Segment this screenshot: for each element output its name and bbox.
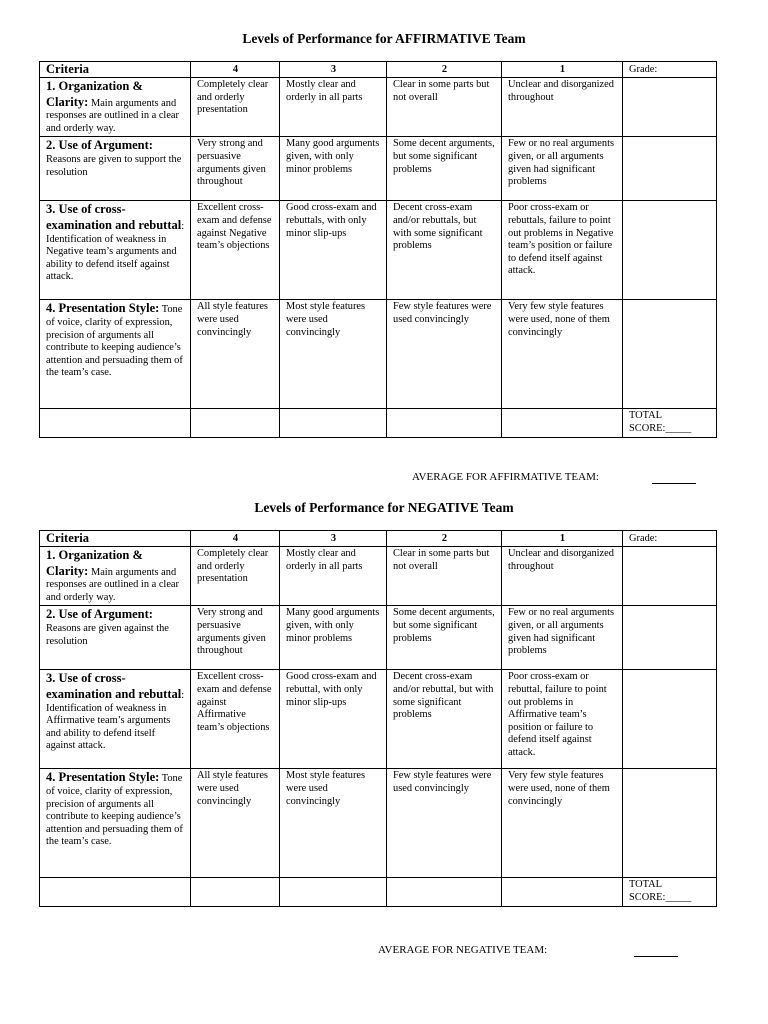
- table-header-row: [40, 62, 717, 78]
- grade-cell[interactable]: [623, 201, 717, 300]
- criterion-cell: [40, 201, 191, 300]
- level-4-cell: Excellent cross-exam and defense against Affirmative team’s objections: [191, 670, 280, 769]
- grade-cell[interactable]: [623, 300, 717, 409]
- negative-average-blank[interactable]: [634, 956, 678, 957]
- header-level-1: 1: [502, 62, 623, 78]
- level-2-cell: Clear in some parts but not overall: [387, 547, 502, 606]
- header-level-3: 3: [280, 62, 387, 78]
- criterion-title: 4. Presentation Style:: [46, 301, 160, 316]
- empty-cell: [502, 878, 623, 906]
- table-row: [40, 137, 717, 201]
- criterion-cell: [40, 606, 191, 670]
- empty-cell: [387, 409, 502, 437]
- empty-cell: [280, 878, 387, 906]
- level-1-cell: Poor cross-exam or rebuttal, failure to point out problems in Affirmative team’s position or failure to defend itself against attack.: [502, 670, 623, 769]
- table-row: [40, 547, 717, 606]
- empty-cell: [40, 878, 191, 906]
- level-1-cell: Unclear and disorganized throughout: [502, 547, 623, 606]
- level-1-cell: Very few style features were used, none of them convincingly: [502, 769, 623, 878]
- criterion-description: Main arguments and responses are outlined in a clear and orderly way.: [46, 97, 180, 134]
- empty-cell: [191, 878, 280, 906]
- affirmative-average-blank[interactable]: [652, 483, 696, 484]
- criterion-cell: [40, 547, 191, 606]
- level-4-cell: Excellent cross-exam and defense against Negative team’s objections: [191, 201, 280, 300]
- total-row: [40, 409, 717, 437]
- criterion-title: 1. Organization & Clarity:: [46, 79, 143, 109]
- level-3-cell: Good cross-exam and rebuttal, with only minor slip-ups: [280, 670, 387, 769]
- affirmative-rubric-table: [39, 61, 717, 438]
- criterion-description: Tone of voice, clarity of expression, precision of arguments all contribute to keeping audience’s attention and persuading them of the team’s case.: [46, 304, 183, 379]
- level-1-cell: Poor cross-exam or rebuttals, failure to point out problems in Negative team’s position or failure to defend itself against attack.: [502, 201, 623, 300]
- empty-cell: [280, 409, 387, 437]
- level-4-cell: Very strong and persuasive arguments given throughout: [191, 137, 280, 201]
- level-1-cell: Few or no real arguments given, or all arguments given had significant problems: [502, 606, 623, 670]
- grade-cell[interactable]: [623, 78, 717, 137]
- empty-cell: [191, 409, 280, 437]
- level-3-cell: Good cross-exam and rebuttals, with only minor slip-ups: [280, 201, 387, 300]
- affirmative-title: Levels of Performance for AFFIRMATIVE Team: [242, 31, 526, 46]
- table-row: [40, 606, 717, 670]
- criterion-title: 2. Use of Argument:: [46, 138, 153, 153]
- table-row: [40, 300, 717, 409]
- grade-cell[interactable]: [623, 769, 717, 878]
- header-grade: Grade:: [623, 62, 717, 78]
- table-row: [40, 78, 717, 137]
- level-3-cell: Most style features were used convincingly: [280, 300, 387, 409]
- level-4-cell: All style features were used convincingly: [191, 300, 280, 409]
- header-level-4: 4: [191, 531, 280, 547]
- affirmative-average-label: AVERAGE FOR AFFIRMATIVE TEAM:: [412, 471, 599, 483]
- level-3-cell: Many good arguments given, with only minor problems: [280, 137, 387, 201]
- total-row: [40, 878, 717, 906]
- level-2-cell: Few style features were used convincingly: [387, 300, 502, 409]
- criterion-description: Tone of voice, clarity of expression, precision of arguments all contribute to keeping audience’s attention and persuading them of the team’s case.: [46, 773, 183, 848]
- table-row: [40, 769, 717, 878]
- criterion-cell: [40, 769, 191, 878]
- level-3-cell: Mostly clear and orderly in all parts: [280, 78, 387, 137]
- criterion-description: : Identification of weakness in Negative team’s arguments and ability to defend itself against attack.: [46, 220, 185, 283]
- level-1-cell: Few or no real arguments given, or all arguments given had significant problems: [502, 137, 623, 201]
- empty-cell: [40, 409, 191, 437]
- criterion-description: Reasons are given against the resolution: [46, 622, 169, 647]
- negative-title: Levels of Performance for NEGATIVE Team: [254, 500, 514, 515]
- level-2-cell: Clear in some parts but not overall: [387, 78, 502, 137]
- level-3-cell: Most style features were used convincingly: [280, 769, 387, 878]
- level-4-cell: Completely clear and orderly presentation: [191, 78, 280, 137]
- level-1-cell: Unclear and disorganized throughout: [502, 78, 623, 137]
- criterion-title: 1. Organization & Clarity:: [46, 548, 143, 578]
- level-4-cell: Completely clear and orderly presentation: [191, 547, 280, 606]
- total-score-cell[interactable]: TOTAL SCORE:_____: [623, 878, 717, 906]
- criterion-cell: [40, 300, 191, 409]
- criterion-title: 3. Use of cross-examination and rebuttal: [46, 202, 182, 232]
- negative-rubric-table: [39, 530, 717, 907]
- grade-cell[interactable]: [623, 606, 717, 670]
- level-2-cell: Some decent arguments, but some significant problems: [387, 137, 502, 201]
- level-2-cell: Decent cross-exam and/or rebuttals, but with some significant problems: [387, 201, 502, 300]
- criterion-description: : Identification of weakness in Affirmative team’s arguments and ability to defend itself against attack.: [46, 689, 185, 752]
- grade-cell[interactable]: [623, 137, 717, 201]
- header-level-2: 2: [387, 62, 502, 78]
- empty-cell: [502, 409, 623, 437]
- criterion-title: 2. Use of Argument:: [46, 607, 153, 622]
- level-2-cell: Few style features were used convincingly: [387, 769, 502, 878]
- header-level-4: 4: [191, 62, 280, 78]
- criterion-cell: [40, 137, 191, 201]
- grade-cell[interactable]: [623, 670, 717, 769]
- criterion-cell: [40, 670, 191, 769]
- table-header-row: [40, 531, 717, 547]
- header-level-1: 1: [502, 531, 623, 547]
- header-grade: Grade:: [623, 531, 717, 547]
- table-row: [40, 201, 717, 300]
- grade-cell[interactable]: [623, 547, 717, 606]
- level-3-cell: Many good arguments given, with only minor problems: [280, 606, 387, 670]
- empty-cell: [387, 878, 502, 906]
- total-score-cell[interactable]: TOTAL SCORE:_____: [623, 409, 717, 437]
- criterion-title: 3. Use of cross-examination and rebuttal: [46, 671, 182, 701]
- header-criteria: Criteria: [40, 531, 191, 547]
- criterion-description: Main arguments and responses are outlined in a clear and orderly way.: [46, 566, 180, 603]
- level-4-cell: Very strong and persuasive arguments given throughout: [191, 606, 280, 670]
- header-level-2: 2: [387, 531, 502, 547]
- criterion-title: 4. Presentation Style:: [46, 770, 160, 785]
- level-1-cell: Very few style features were used, none of them convincingly: [502, 300, 623, 409]
- header-level-3: 3: [280, 531, 387, 547]
- criterion-cell: [40, 78, 191, 137]
- level-2-cell: Some decent arguments, but some significant problems: [387, 606, 502, 670]
- negative-average-label: AVERAGE FOR NEGATIVE TEAM:: [378, 944, 548, 956]
- header-criteria: Criteria: [40, 62, 191, 78]
- level-2-cell: Decent cross-exam and/or rebuttal, but with some significant problems: [387, 670, 502, 769]
- criterion-description: Reasons are given to support the resolution: [46, 153, 182, 178]
- level-3-cell: Mostly clear and orderly in all parts: [280, 547, 387, 606]
- table-row: [40, 670, 717, 769]
- level-4-cell: All style features were used convincingly: [191, 769, 280, 878]
